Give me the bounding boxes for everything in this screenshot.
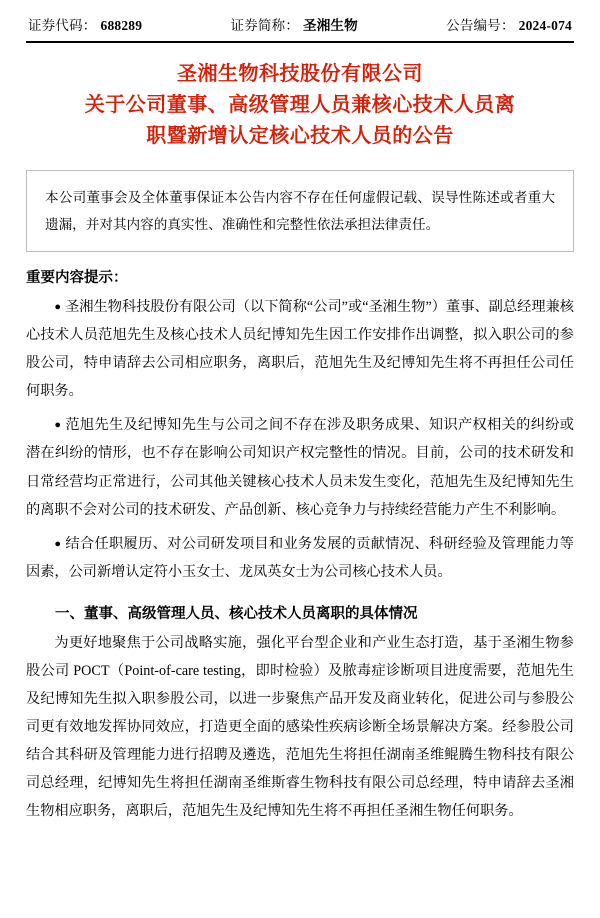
page-title: [26, 59, 574, 152]
security-abbr-value: 圣湘生物: [303, 18, 358, 33]
important-tip-text: 圣湘生物科技股份有限公司（以下简称“公司”或“圣湘生物”）董事、副总经理兼核心技术人员范旭先生及核心技术人员纪博知先生因工作安排作出调整，拟入职公司的参股公司，特申请辞去公司相应职务，离职后，范旭先生及纪博知先生将不再担任公司任何职务。: [26, 298, 574, 400]
disclaimer-text: 本公司董事会及全体董事保证本公告内容不存在任何虚假记载、误导性陈述或者重大遗漏，并对其内容的真实性、准确性和完整性依法承担法律责任。: [45, 190, 555, 233]
important-tip-item: [26, 411, 574, 523]
title-line-3: 职暨新增认定核心技术人员的公告: [146, 125, 454, 147]
section-one-paragraph: 为更好地聚焦于公司战略实施，强化平台型企业和产业生态打造，基于圣湘生物参股公司 POCT（Point-of-care testing，即时检验）及脓毒症诊断项目进度需要，范旭先生及纪博知先生拟入职参股公司，以进一步聚焦产品开发及商业转化，促进公司与参股公司更有效地发挥协同效应，打造更全面的感染性疾病诊断全场景解决方案。经参股公司结合其科研及管理能力进行招聘及遴选，范旭先生将担任湖南圣维鲲腾生物科技有限公司总经理，纪博知先生将担任湖南圣维斯睿生物科技有限公司总经理，特申请辞去圣湘生物相应职务，离职后，范旭先生及纪博知先生将不再担任圣湘生物任何职务。: [26, 634, 574, 820]
header-divider: [26, 41, 574, 43]
security-code-label: 证券代码：: [28, 18, 97, 33]
bullet-dot-icon: ●: [54, 537, 62, 550]
bullet-dot-icon: ●: [54, 300, 62, 313]
important-tips-heading: 重要内容提示：: [26, 270, 128, 287]
security-abbr-label: 证券简称：: [230, 18, 300, 33]
announcement-number: [446, 14, 572, 34]
document-header: [26, 14, 574, 34]
security-code-value: 688289: [100, 18, 143, 33]
section-one-heading: 一、董事、高级管理人员、核心技术人员离职的具体情况: [55, 606, 418, 623]
important-tip-text: 结合任职履历、对公司研发项目和业务发展的贡献情况、科研经验及管理能力等因素，公司新增认定符小玉女士、龙凤英女士为公司核心技术人员。: [26, 535, 574, 580]
important-tip-item: [26, 293, 574, 405]
announcement-number-value: 2024-074: [518, 18, 572, 33]
important-tip-text: 范旭先生及纪博知先生与公司之间不存在涉及职务成果、知识产权相关的纠纷或潜在纠纷的情形，也不存在影响公司知识产权完整性的情况。目前，公司的技术研发和日常经营均正常进行，公司其他关键核心技术人员未发生变化，范旭先生及纪博知先生的离职不会对公司的技术研发、产品创新、核心竞争力与持续经营能力产生不利影响。: [26, 417, 574, 518]
title-line-1: 圣湘生物科技股份有限公司: [177, 63, 423, 85]
security-code: [28, 14, 142, 34]
security-abbreviation: [231, 14, 358, 34]
disclaimer-box: [26, 170, 574, 252]
announcement-number-label: 公告编号：: [446, 18, 515, 33]
bullet-dot-icon: ●: [54, 419, 62, 432]
important-tip-item: [26, 530, 574, 586]
title-line-2: 关于公司董事、高级管理人员兼核心技术人员离: [84, 94, 516, 116]
